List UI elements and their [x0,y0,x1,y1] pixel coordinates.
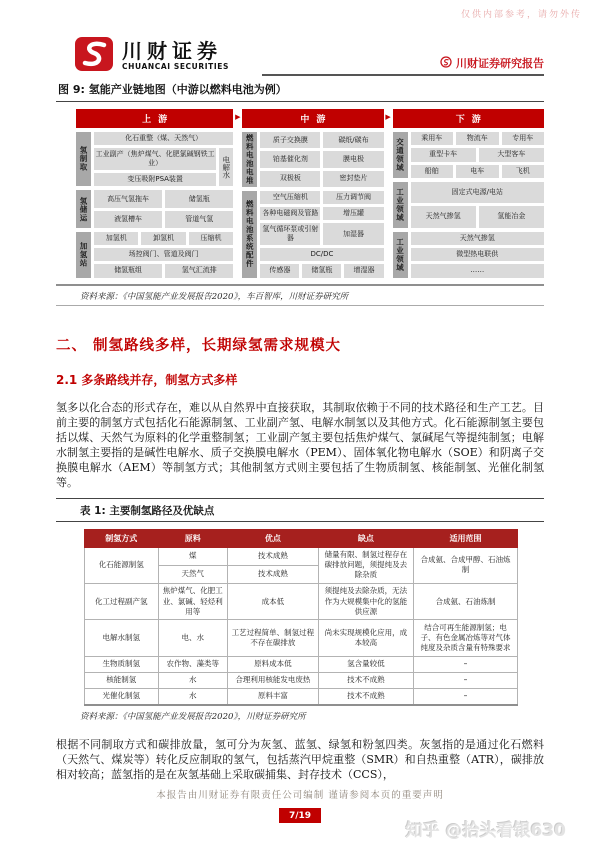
diagram-box: 液氢槽车 [94,211,162,228]
diagram-box: 飞机 [502,165,544,178]
diagram-box: 各种电磁阀及管路 [260,207,320,220]
table-cell: 焦炉煤气、化肥工业、氯碱、轻烃利用等 [158,583,227,619]
diagram-row [411,165,544,178]
diagram-row [411,182,544,203]
diagram-row [411,232,544,245]
group-split-left [94,148,216,186]
side-box: 电解水 [219,148,233,186]
diagram-box: …… [411,264,544,277]
diagram-box: 压缩机 [189,232,233,245]
diagram-box: 船舶 [411,165,453,178]
table-header-cell: 制氢方式 [85,529,159,547]
table-cell: 光催化制氢 [85,688,159,705]
table-cell: 氢含量较低 [318,656,413,672]
diagram-box: 天然气掺氢 [411,232,544,245]
table-cell: 农作物、藻类等 [158,656,227,672]
diagram-row [411,132,544,145]
table-cell: 电、水 [158,620,227,656]
diagram-box: 增压罐 [323,207,383,220]
group-label: 氢储运 [76,190,91,228]
table-row [85,583,518,619]
diagram-box: 膜电极 [323,151,383,167]
diagram-group [242,132,383,187]
diagram-column-0 [76,109,233,278]
diagram-box: 变压吸附PSA装置 [94,173,216,186]
table-cell: 化石能源制氢 [85,547,159,583]
diagram-row [260,191,383,204]
diagram-box: 物流车 [456,132,498,145]
diagram-box: 加湿器 [323,223,383,245]
table-row [85,547,518,565]
table-header-cell: 适用范围 [414,529,518,547]
report-header [56,34,544,76]
diagram-box: 氢能冶金 [479,206,544,227]
brand-name-cn: 川财证券 [122,39,222,63]
group-content [411,132,544,178]
table-cell: 结合可再生能源制氢；电子、有色金属冶炼等对气体纯度及杂质含量有特殊要求 [414,620,518,656]
table-cell: 技术不成熟 [318,672,413,688]
diagram-row [411,206,544,227]
table-cell: 须提纯及去除杂质，无法作为大规模集中化的氢能供应源 [318,583,413,619]
diagram-column-1 [242,109,383,278]
page-number-badge: 7/19 [279,808,321,823]
diagram-row [260,132,383,148]
hydrogen-routes-table [84,529,518,707]
diagram-row [260,264,383,277]
table-cell: 天然气 [158,565,227,583]
group-split [94,148,233,186]
diagram-group [76,132,233,186]
figure-source: 资料来源：《中国氢能产业发展报告2020》，车百智库，川财证券研究所 [56,286,544,306]
diagram-row [260,151,383,167]
diagram-box: 微型热电联供 [411,248,544,261]
section-subtitle: 2.1 多条路线并存，制氢方式多样 [56,372,238,387]
diagram-box: 卸氢机 [141,232,185,245]
body-paragraph-2: 根据不同制取方式和碳排放量，氢可分为灰氢、蓝氢、绿氢和粉氢四类。灰氢指的是通过化石燃料（天然气、煤炭等）转化反应制取的氢气，包括蒸汽甲烷重整（SMR）和自热重整（ATR），碳排放相对较高；蓝氢指的是在灰氢基础上采取碳捕集、封存技术（CCS）， [56,738,544,782]
group-label: 加氢站 [76,232,91,277]
diagram-group [76,232,233,277]
diagram-box: 化石重整（煤、天然气） [94,132,233,145]
diagram-group [393,182,544,228]
footer-disclaimer: 本报告由川财证券有限责任公司编制 谨请参阅本页的重要声明 [156,790,444,801]
report-type-badge [440,55,544,71]
diagram-box: 场控阀门、管道及阀门 [94,248,233,261]
table-header-cell: 缺点 [318,529,413,547]
diagram-row [94,173,216,186]
brand-name [122,41,229,71]
group-label: 燃料电池电堆 [242,132,257,187]
table-head [85,529,518,547]
diagram-box: 工业副产（焦炉煤气、化肥氯碱钢铁工业） [94,148,216,170]
badge-logo-icon [440,56,452,71]
group-content [94,190,233,228]
table-cell: 技术成熟 [227,547,318,565]
header-rule [262,34,544,76]
table-cell: 核能制氢 [85,672,159,688]
group-label: 交通领域 [393,132,408,178]
group-content [94,132,233,186]
diagram-box: 储氢瓶组 [94,264,162,277]
table-cell: 水 [158,672,227,688]
table-cell: 合成氨、石油炼制 [414,583,518,619]
group-label: 工业领域 [393,232,408,278]
diagram-box: 密封垫片 [323,171,383,187]
diagram-row [260,223,383,245]
flow-arrow-icon: ▶ [385,113,391,121]
diagram-row [94,232,233,245]
diagram-box: 双极板 [260,171,320,187]
diagram-box: 空气压缩机 [260,191,320,204]
table-cell: – [414,656,518,672]
diagram-row [260,171,383,187]
table-row [85,620,518,656]
diagram-box: 压力调节阀 [323,191,383,204]
body-paragraph-1: 氢多以化合态的形式存在，难以从自然界中直接获取，其制取依赖于不同的技术路径和生产工艺。目前主要的制氢方式包括化石能源制氢、工业副产氢、电解水制氢以及其他方式。化石能源制氢主要包括以煤、天然气为原料的化学重整制氢；工业副产氢主要包括焦炉煤气、氯碱尾气等提纯制氢；电解水制氢主要指的是碱性电解水、质子交换膜电解水（PEM）、固体氧化物电解水（SOE）和阴离子交换膜电解水（AEM）等制氢方式；其他制氢方式则主要包括了生物质制氢、核能制氢、光催化制氢等。 [56,400,544,489]
diagram-row [94,211,233,228]
diagram-box: 传感器 [260,264,299,277]
diagram-box: 重型卡车 [411,148,476,161]
diagram-box: 氢气循环泵或引射器 [260,223,320,245]
column-header: 下游 [393,109,544,128]
diagram-row [94,248,233,261]
diagram-box: 固定式电源/电站 [411,182,544,203]
brand-name-en: CHUANCAI SECURITIES [122,62,229,71]
diagram-group [242,191,383,278]
table-cell: 合成氨、合成甲醇、石油炼制 [414,547,518,583]
diagram-box: 碳纸/碳布 [323,132,383,148]
group-content [260,191,383,278]
table-body [85,547,518,705]
table-source: 资料来源：《中国氢能产业发展报告2020》，川财证券研究所 [80,712,306,723]
diagram-row [94,132,233,145]
diagram-row [411,248,544,261]
diagram-group [76,190,233,228]
table-title: 表 1: 主要制氢路径及优缺点 [56,498,544,522]
table-cell: 合理利用核能发电废热 [227,672,318,688]
diagram-box: 增湿器 [344,264,383,277]
table-row [85,672,518,688]
diagram-group [393,232,544,278]
table-cell: 原料成本低 [227,656,318,672]
group-content [411,182,544,228]
diagram-box: 天然气掺氢 [411,206,476,227]
industry-chain-diagram [76,109,544,278]
group-content [94,232,233,277]
table-header-cell: 优点 [227,529,318,547]
table-cell: 工艺过程简单、制氢过程不存在碳排放 [227,620,318,656]
column-header: 上游 [76,109,233,128]
table-cell: 成本低 [227,583,318,619]
group-label: 氢制取 [76,132,91,186]
diagram-row [94,264,233,277]
diagram-box: 高压气氢拖车 [94,190,162,207]
diagram-box: 铂基催化剂 [260,151,320,167]
diagram-box: 质子交换膜 [260,132,320,148]
diagram-column-2 [393,109,544,278]
diagram-box: 储氢瓶 [302,264,341,277]
table-header-cell: 原料 [158,529,227,547]
brand-logo [74,36,262,76]
diagram-box: DC/DC [260,248,383,261]
diagram-box: 大型客车 [479,148,544,161]
table-cell: 煤 [158,547,227,565]
table-cell: 电解水制氢 [85,620,159,656]
table-cell: 水 [158,688,227,705]
table-cell: 储量有限、制氢过程存在碳排放问题，须提纯及去除杂质 [318,547,413,583]
diagram-row [411,148,544,161]
table-cell: 技术不成熟 [318,688,413,705]
diagram-box: 储氢瓶 [165,190,233,207]
diagram-box: 电车 [456,165,498,178]
figure-title: 图 9: 氢能产业链地图（中游以燃料电池为例） [56,76,544,102]
diagram-row [260,248,383,261]
table-row [85,656,518,672]
diagram-row [94,190,233,207]
section-title: 二、 制氢路线多样，长期绿氢需求规模大 [56,337,342,354]
group-label: 工业领域 [393,182,408,228]
diagram-box: 管道气氢 [165,211,233,228]
group-content [411,232,544,278]
column-header: 中游 [242,109,383,128]
group-label: 燃料电池系统配件 [242,191,257,278]
table-cell: 原料丰富 [227,688,318,705]
zhihu-watermark: 知乎 @拾头看银630 [405,821,566,841]
diagram-box: 氢气汇流排 [165,264,233,277]
diagram-box: 专用车 [502,132,544,145]
table-cell: 化工过程副产氢 [85,583,159,619]
diagram-row [94,148,216,170]
diagram-row [411,264,544,277]
chuancai-logo-icon [74,36,114,76]
group-content [260,132,383,187]
diagram-group [393,132,544,178]
diagram-box: 加氢机 [94,232,138,245]
flow-arrow-icon: ▶ [235,113,241,121]
confidential-watermark: 仅供内部参考，请勿外传 [460,10,582,20]
table-cell: 生物质制氢 [85,656,159,672]
table-row [85,688,518,705]
table-cell: – [414,672,518,688]
report-type-label: 川财证券研究报告 [456,57,544,70]
table-cell: 尚未实现规模化应用，成本较高 [318,620,413,656]
table-cell: 技术成熟 [227,565,318,583]
table-cell: – [414,688,518,705]
diagram-row [260,207,383,220]
diagram-box: 乘用车 [411,132,453,145]
table-header-row [85,529,518,547]
